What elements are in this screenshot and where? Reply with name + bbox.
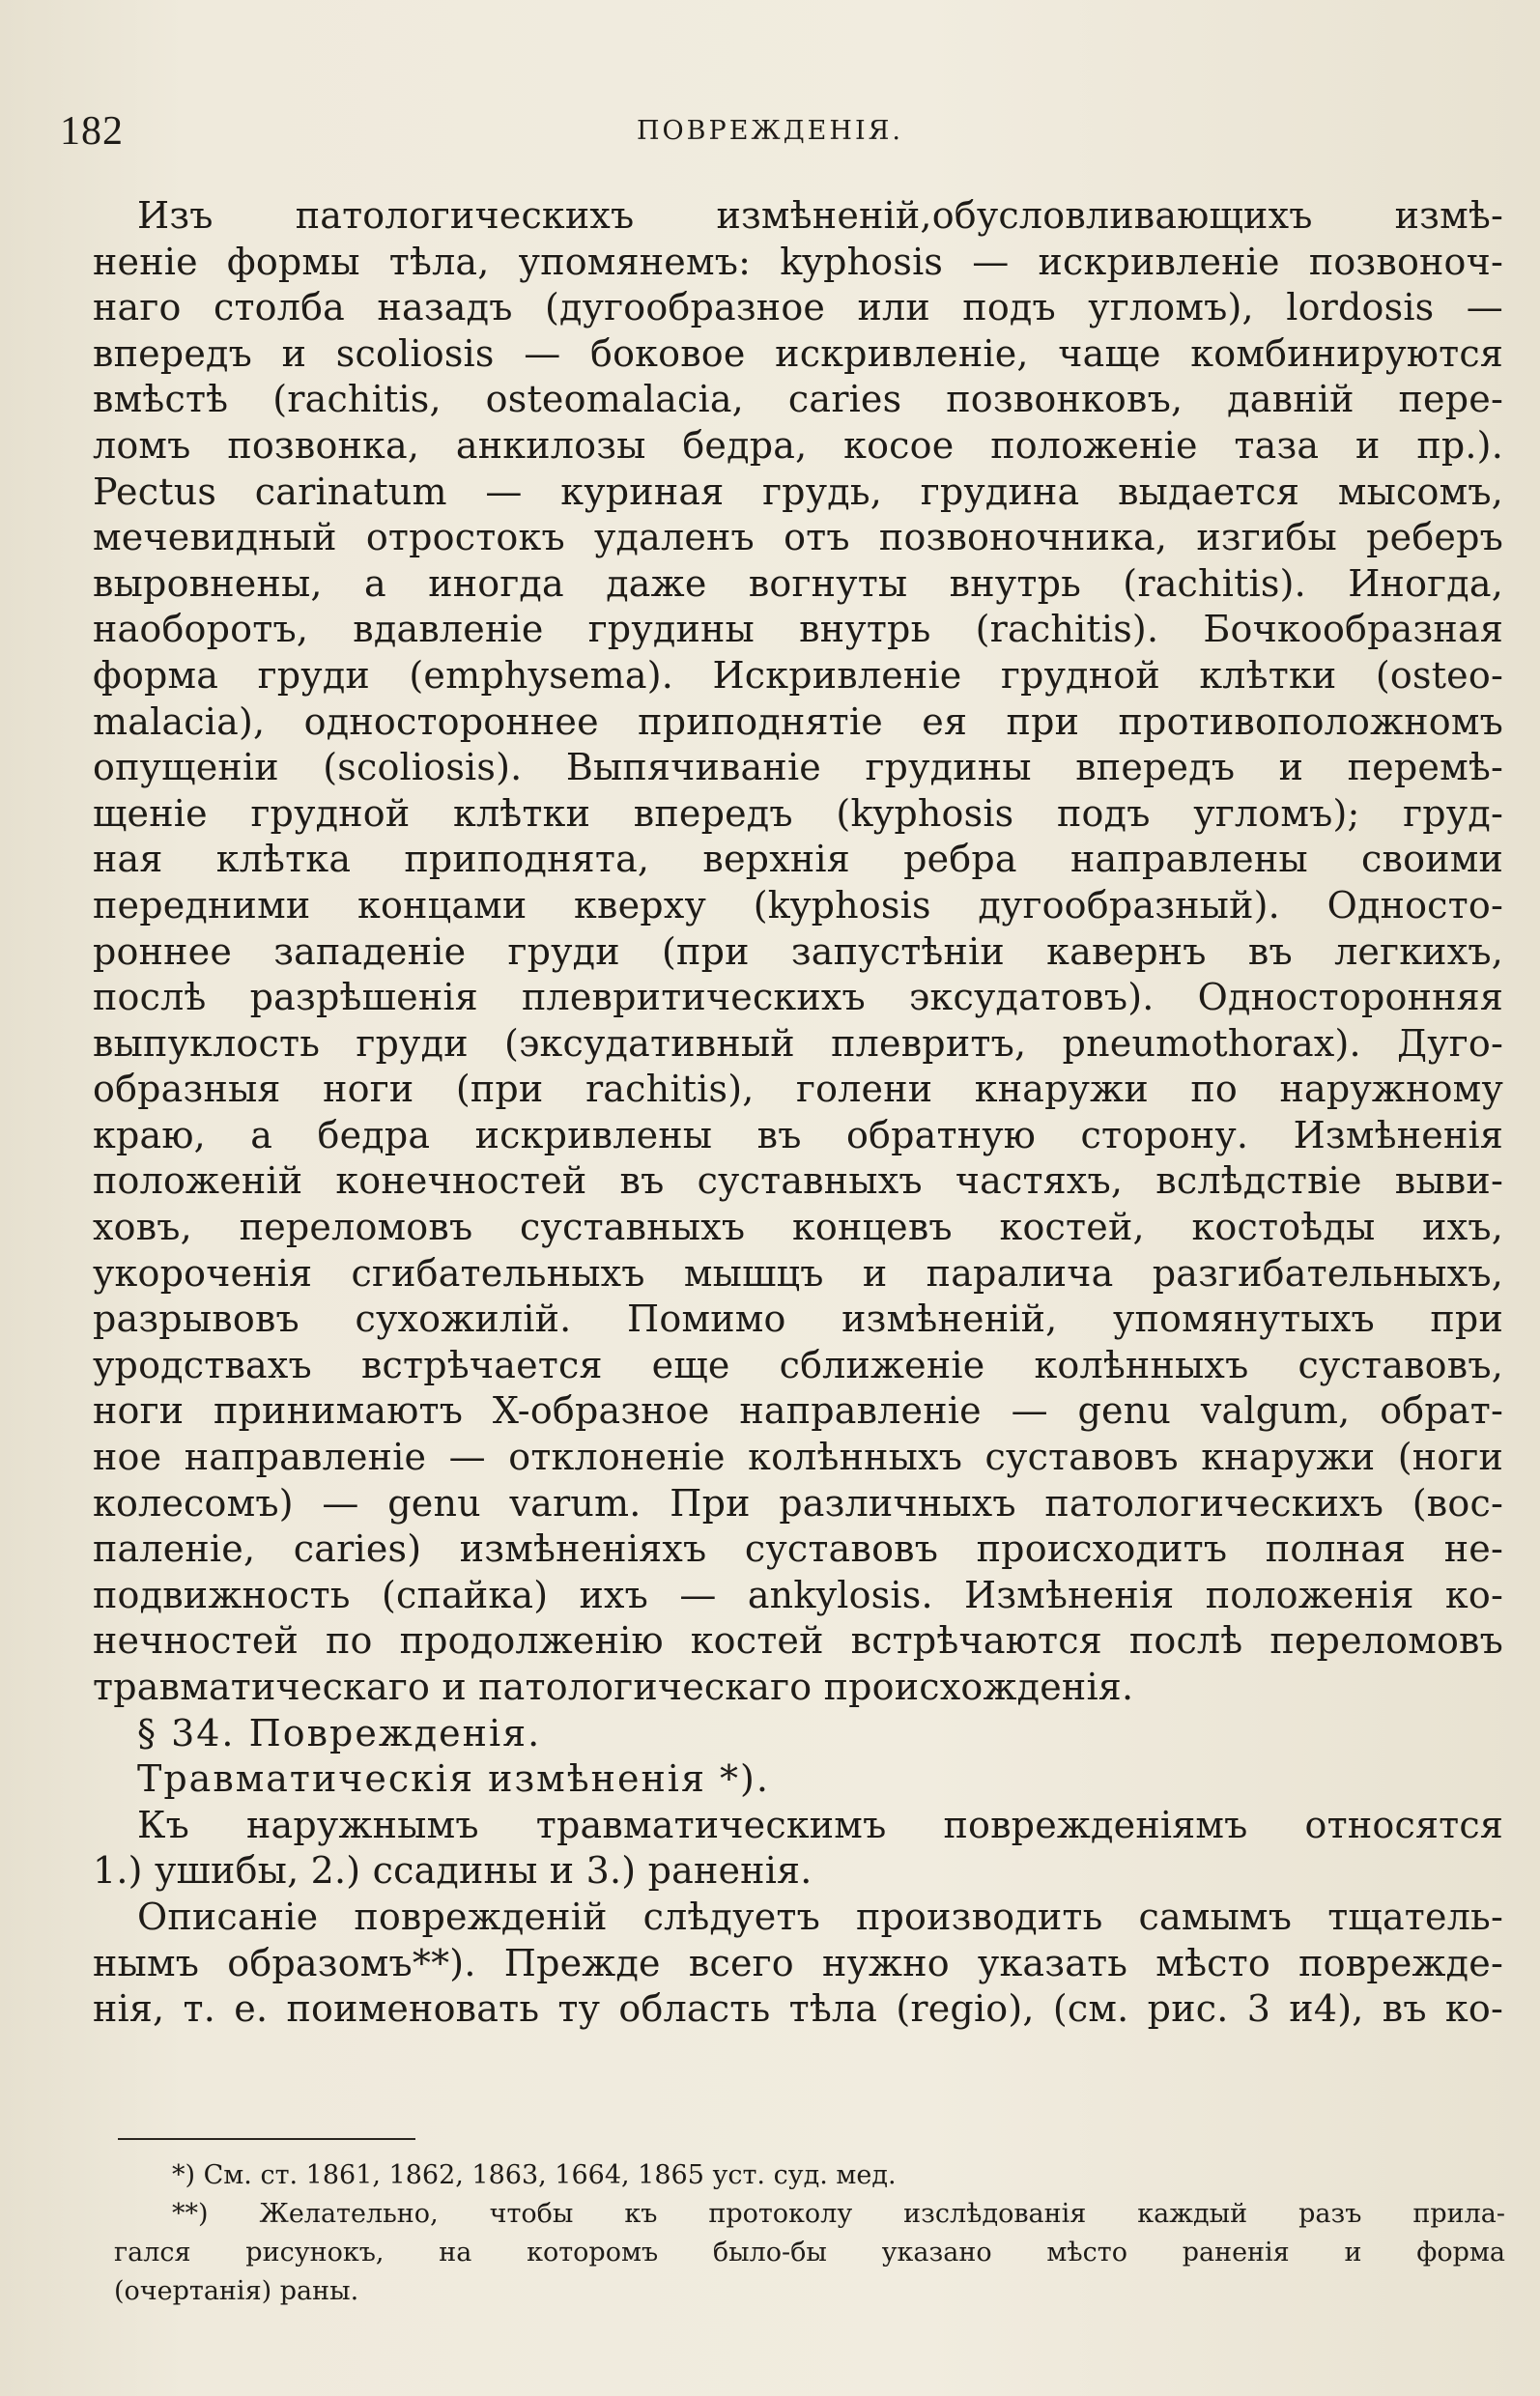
running-title: ПОВРЕЖДЕНІЯ.	[637, 116, 903, 146]
paragraph-line: ховъ, переломовъ суставныхъ концевъ костей, костоѣды ихъ,	[93, 1206, 1503, 1249]
footnote-line: (очертанія) раны.	[114, 2276, 359, 2306]
paragraph-line: положеній конечностей въ суставныхъ частяхъ, вслѣдствіе выви-	[93, 1159, 1503, 1203]
paragraph-line: malacia), одностороннее приподнятіе ея при противоположномъ	[93, 699, 1503, 743]
paragraph-line: Изъ патологическихъ измѣненій,обусловливающихъ измѣ-	[137, 194, 1503, 237]
paragraph-line: травматическаго и патологическаго происхожденія.	[93, 1666, 1134, 1708]
paragraph-line: 1.) ушибы, 2.) ссадины и 3.) раненія.	[93, 1849, 813, 1893]
paragraph-line: ное направленіе — отклоненіе колѣнныхъ суставовъ кнаружи (ноги	[93, 1436, 1503, 1479]
paragraph-line: нымъ образомъ**). Прежде всего нужно указать мѣсто поврежде-	[93, 1941, 1503, 1984]
paragraph-line: наоборотъ, вдавленіе грудины внутрь (rachitis). Бочкообразная	[93, 608, 1503, 651]
running-head	[0, 104, 1540, 162]
paragraph-line: опущеніи (scoliosis). Выпячиваніе грудины впередъ и перемѣ-	[93, 746, 1503, 789]
paragraph-line: ноги принимаютъ X-образное направленіе — genu valgum, обрат-	[93, 1389, 1503, 1433]
paragraph-line: паленіе, caries) измѣненіяхъ суставовъ происходитъ полная не-	[93, 1527, 1503, 1571]
paragraph-line: роннее западеніе груди (при запустѣніи кавернъ въ легкихъ,	[93, 929, 1503, 973]
section-subheading: Травматическія измѣненія *).	[137, 1757, 770, 1801]
paragraph-line: вмѣстѣ (rachitis, osteomalacia, caries позвонковъ, давній пере-	[93, 378, 1503, 421]
paragraph-line: разрывовъ сухожилій. Помимо измѣненій, упомянутыхъ при	[93, 1298, 1503, 1341]
body-text	[93, 193, 1503, 2033]
paragraph-line: неніе формы тѣла, упомянемъ: kyphosis — искривленіе позвоноч-	[93, 240, 1503, 283]
paragraph-line: щеніе грудной клѣтки впередъ (kyphosis подъ угломъ); груд-	[93, 791, 1503, 835]
paragraph-line: мечевидный отростокъ удаленъ отъ позвоночника, изгибы реберъ	[93, 516, 1503, 559]
paragraph-line: уродствахъ встрѣчается еще сближеніе колѣнныхъ суставовъ,	[93, 1343, 1503, 1386]
paragraph-line: ломъ позвонка, анкилозы бедра, косое положеніе таза и пр.).	[93, 423, 1503, 467]
footnote-divider	[118, 2138, 415, 2140]
paragraph-line: выровнены, а иногда даже вогнуты внутрь (rachitis). Иногда,	[93, 561, 1503, 605]
paragraph-line: Pectus carinatum — куриная грудь, грудина выдается мысомъ,	[93, 470, 1503, 513]
page-number: 182	[60, 109, 124, 154]
paragraph-line: передними концами кверху (kyphosis дугообразный). Односто-	[93, 883, 1503, 927]
footnote-line: *) См. ст. 1861, 1862, 1863, 1664, 1865 уст. суд. мед.	[172, 2160, 897, 2190]
paragraph-line: выпуклость груди (эксудативный плевритъ, pneumothorax). Дуго-	[93, 1021, 1503, 1065]
paragraph-line: Къ наружнымъ травматическимъ поврежденіямъ относятся	[137, 1803, 1503, 1846]
paragraph-line: ная клѣтка приподнята, верхнія ребра направлены своими	[93, 838, 1503, 881]
footnotes	[114, 2156, 1505, 2311]
paragraph-line: впередъ и scoliosis — боковое искривленіе, чаще комбинируются	[93, 331, 1503, 375]
paragraph-line: образныя ноги (при rachitis), голени кнаружи по наружному	[93, 1068, 1503, 1111]
paragraph-line: подвижность (спайка) ихъ — ankylosis. Измѣненія положенія ко-	[93, 1573, 1503, 1616]
paragraph-line: краю, а бедра искривлены въ обратную сторону. Измѣненія	[93, 1113, 1503, 1156]
paragraph-line: колесомъ) — genu varum. При различныхъ патологическихъ (вос-	[93, 1481, 1503, 1525]
footnote-line: **) Желательно, чтобы къ протоколу изслѣдованія каждый разъ прила-	[172, 2199, 1505, 2229]
paragraph-line: Описаніе поврежденій слѣдуетъ производить самымъ тщатель-	[137, 1895, 1503, 1938]
paragraph-line: укороченія сгибательныхъ мышцъ и паралича разгибательныхъ,	[93, 1251, 1503, 1295]
paragraph-line: нечностей по продолженію костей встрѣчаются послѣ переломовъ	[93, 1619, 1503, 1663]
section-heading: § 34. Поврежденія.	[137, 1711, 542, 1754]
paragraph-line: форма груди (emphysema). Искривленіе грудной клѣтки (osteo-	[93, 653, 1503, 697]
paragraph-line: нія, т. е. поименовать ту область тѣла (regio), (см. рис. 3 и4), въ ко-	[93, 1987, 1503, 2031]
footnote-line: гался рисунокъ, на которомъ было-бы указано мѣсто раненія и форма	[114, 2238, 1505, 2268]
paragraph-line: наго столба назадъ (дугообразное или подъ угломъ), lordosis —	[93, 286, 1503, 329]
paragraph-line: послѣ разрѣшенія плевритическихъ эксудатовъ). Односторонняя	[93, 976, 1503, 1019]
